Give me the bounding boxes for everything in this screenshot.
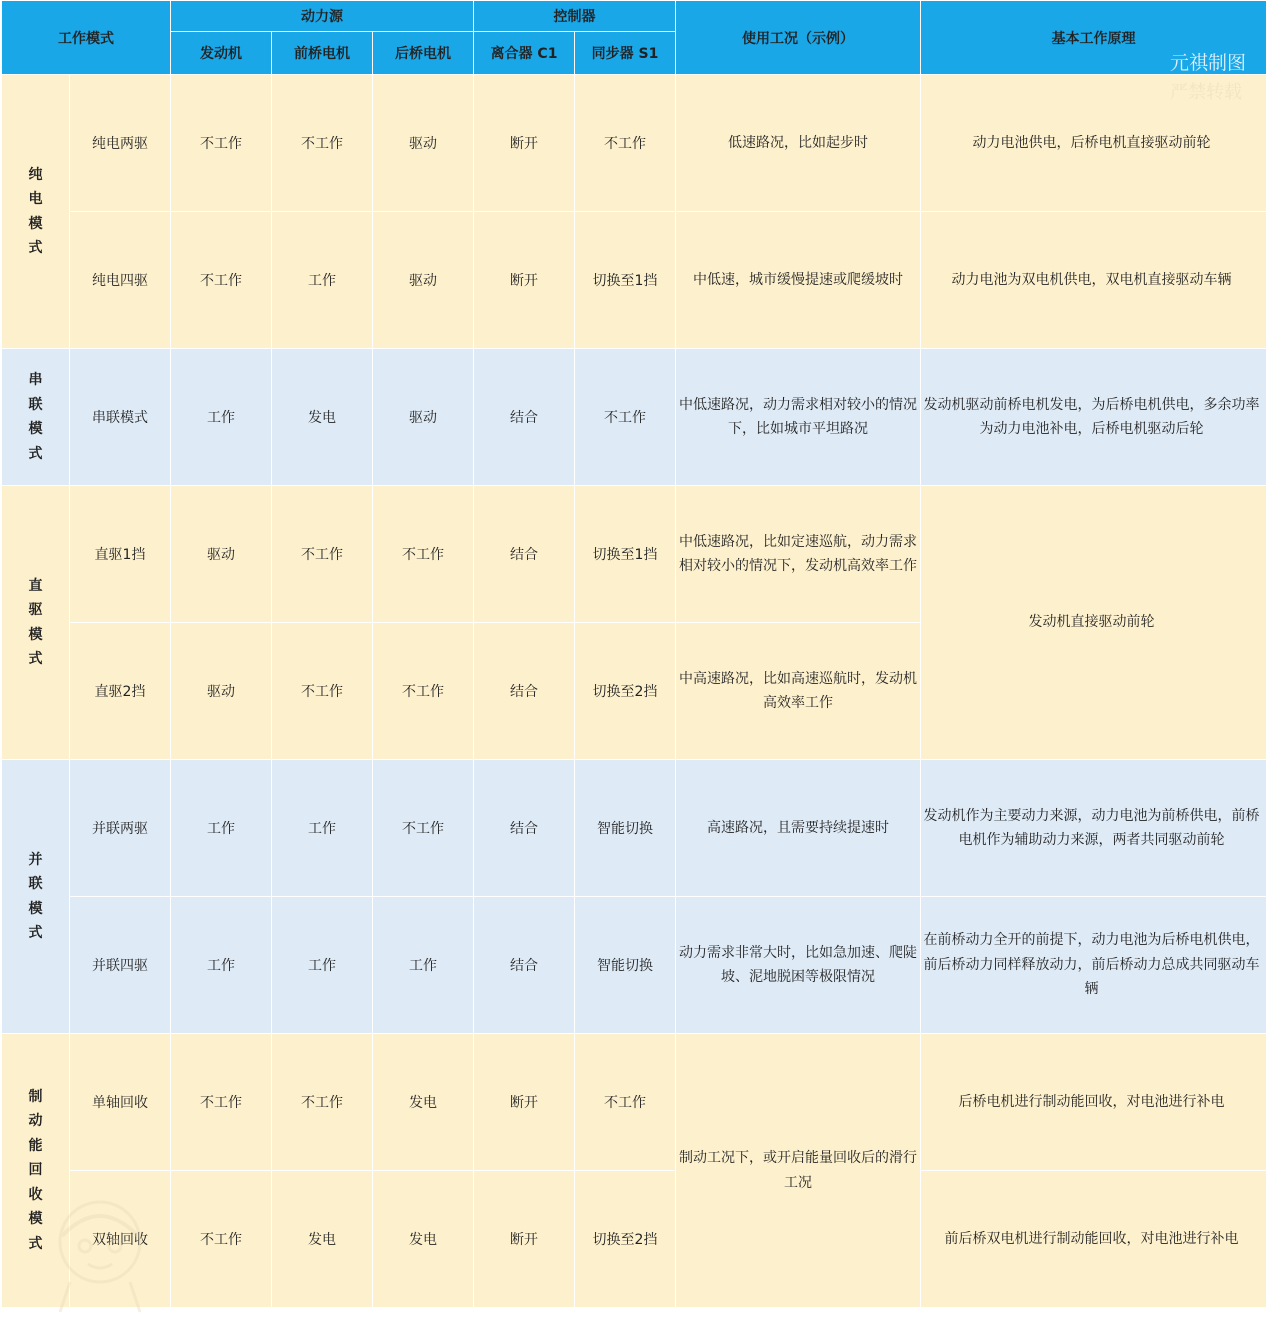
table-row bbox=[2, 212, 1267, 349]
clutch-cell: 断开 bbox=[474, 75, 575, 212]
front-motor-cell: 不工作 bbox=[272, 486, 373, 623]
front-motor-cell: 发电 bbox=[272, 349, 373, 486]
engine-cell: 不工作 bbox=[171, 212, 272, 349]
principle-cell: 动力电池为双电机供电，双电机直接驱动车辆 bbox=[921, 212, 1267, 349]
principle-cell: 动力电池供电，后桥电机直接驱动前轮 bbox=[921, 75, 1267, 212]
watermark-line-2: 严禁转载 bbox=[1170, 82, 1242, 103]
header-synchro: 同步器 S1 bbox=[575, 32, 676, 75]
group-label-parallel: 并 联 模 式 bbox=[2, 760, 70, 1034]
clutch-cell: 结合 bbox=[474, 897, 575, 1034]
principle-cell: 前后桥双电机进行制动能回收，对电池进行补电 bbox=[921, 1171, 1267, 1308]
mode-cell: 直驱2挡 bbox=[70, 623, 171, 760]
mode-cell: 双轴回收 bbox=[70, 1171, 171, 1308]
clutch-cell: 断开 bbox=[474, 1171, 575, 1308]
front-motor-cell: 工作 bbox=[272, 212, 373, 349]
synchro-cell: 切换至1挡 bbox=[575, 486, 676, 623]
front-motor-cell: 工作 bbox=[272, 897, 373, 1034]
principle-cell: 在前桥动力全开的前提下，动力电池为后桥电机供电，前后桥动力同样释放动力，前后桥动力总成共同驱动车辆 bbox=[921, 897, 1267, 1034]
mode-cell: 单轴回收 bbox=[70, 1034, 171, 1171]
group-label-regen-braking: 制 动 能 回 收 模 式 bbox=[2, 1034, 70, 1308]
rear-motor-cell: 发电 bbox=[373, 1034, 474, 1171]
group-label-series: 串 联 模 式 bbox=[2, 349, 70, 486]
usage-cell: 制动工况下，或开启能量回收后的滑行工况 bbox=[676, 1034, 921, 1308]
engine-cell: 不工作 bbox=[171, 75, 272, 212]
header-principle: 基本工作原理 bbox=[921, 1, 1267, 75]
clutch-cell: 结合 bbox=[474, 623, 575, 760]
synchro-cell: 不工作 bbox=[575, 1034, 676, 1171]
header-clutch: 离合器 C1 bbox=[474, 32, 575, 75]
front-motor-cell: 工作 bbox=[272, 760, 373, 897]
table-row bbox=[2, 897, 1267, 1034]
synchro-cell: 切换至2挡 bbox=[575, 1171, 676, 1308]
engine-cell: 驱动 bbox=[171, 623, 272, 760]
mode-cell: 并联四驱 bbox=[70, 897, 171, 1034]
clutch-cell: 结合 bbox=[474, 486, 575, 623]
header-engine: 发动机 bbox=[171, 32, 272, 75]
synchro-cell: 智能切换 bbox=[575, 760, 676, 897]
rear-motor-cell: 驱动 bbox=[373, 212, 474, 349]
header-front-motor: 前桥电机 bbox=[272, 32, 373, 75]
clutch-cell: 断开 bbox=[474, 1034, 575, 1171]
watermark-line-1: 元祺制图 bbox=[1170, 52, 1247, 74]
mode-cell: 并联两驱 bbox=[70, 760, 171, 897]
principle-cell: 发动机驱动前桥电机发电，为后桥电机供电，多余功率为动力电池补电，后桥电机驱动后轮 bbox=[921, 349, 1267, 486]
mode-cell: 纯电四驱 bbox=[70, 212, 171, 349]
group-label-direct-drive: 直 驱 模 式 bbox=[2, 486, 70, 760]
rear-motor-cell: 不工作 bbox=[373, 760, 474, 897]
clutch-cell: 结合 bbox=[474, 349, 575, 486]
engine-cell: 不工作 bbox=[171, 1171, 272, 1308]
header-usage: 使用工况（示例） bbox=[676, 1, 921, 75]
principle-cell: 发动机直接驱动前轮 bbox=[921, 486, 1267, 760]
table-row bbox=[2, 1034, 1267, 1171]
front-motor-cell: 不工作 bbox=[272, 75, 373, 212]
header-work-mode: 工作模式 bbox=[2, 1, 171, 75]
engine-cell: 不工作 bbox=[171, 1034, 272, 1171]
header-rear-motor: 后桥电机 bbox=[373, 32, 474, 75]
synchro-cell: 切换至1挡 bbox=[575, 212, 676, 349]
clutch-cell: 断开 bbox=[474, 212, 575, 349]
usage-cell: 中低速路况，比如定速巡航，动力需求相对较小的情况下，发动机高效率工作 bbox=[676, 486, 921, 623]
table-row bbox=[2, 75, 1267, 212]
usage-cell: 中高速路况，比如高速巡航时，发动机高效率工作 bbox=[676, 623, 921, 760]
mode-cell: 串联模式 bbox=[70, 349, 171, 486]
synchro-cell: 不工作 bbox=[575, 75, 676, 212]
mascot-watermark-icon bbox=[40, 1190, 160, 1315]
group-label-pure-electric: 纯 电 模 式 bbox=[2, 75, 70, 349]
usage-cell: 高速路况，且需要持续提速时 bbox=[676, 760, 921, 897]
header-power-source: 动力源 bbox=[171, 1, 474, 32]
principle-cell: 发动机作为主要动力来源，动力电池为前桥供电，前桥电机作为辅助动力来源，两者共同驱动前轮 bbox=[921, 760, 1267, 897]
usage-cell: 中低速路况，动力需求相对较小的情况下，比如城市平坦路况 bbox=[676, 349, 921, 486]
rear-motor-cell: 发电 bbox=[373, 1171, 474, 1308]
usage-cell: 中低速，城市缓慢提速或爬缓坡时 bbox=[676, 212, 921, 349]
synchro-cell: 不工作 bbox=[575, 349, 676, 486]
engine-cell: 工作 bbox=[171, 349, 272, 486]
rear-motor-cell: 工作 bbox=[373, 897, 474, 1034]
synchro-cell: 切换至2挡 bbox=[575, 623, 676, 760]
clutch-cell: 结合 bbox=[474, 760, 575, 897]
synchro-cell: 智能切换 bbox=[575, 897, 676, 1034]
engine-cell: 工作 bbox=[171, 760, 272, 897]
rear-motor-cell: 驱动 bbox=[373, 349, 474, 486]
table-row bbox=[2, 760, 1267, 897]
rear-motor-cell: 不工作 bbox=[373, 623, 474, 760]
mode-cell: 纯电两驱 bbox=[70, 75, 171, 212]
front-motor-cell: 发电 bbox=[272, 1171, 373, 1308]
usage-cell: 动力需求非常大时，比如急加速、爬陡坡、泥地脱困等极限情况 bbox=[676, 897, 921, 1034]
table-row bbox=[2, 349, 1267, 486]
table-row bbox=[2, 486, 1267, 623]
table-row bbox=[2, 1171, 1267, 1308]
rear-motor-cell: 不工作 bbox=[373, 486, 474, 623]
front-motor-cell: 不工作 bbox=[272, 1034, 373, 1171]
usage-cell: 低速路况，比如起步时 bbox=[676, 75, 921, 212]
engine-cell: 驱动 bbox=[171, 486, 272, 623]
front-motor-cell: 不工作 bbox=[272, 623, 373, 760]
rear-motor-cell: 驱动 bbox=[373, 75, 474, 212]
principle-cell: 后桥电机进行制动能回收，对电池进行补电 bbox=[921, 1034, 1267, 1171]
engine-cell: 工作 bbox=[171, 897, 272, 1034]
work-mode-table bbox=[2, 1, 1267, 1308]
header-controller: 控制器 bbox=[474, 1, 676, 32]
mode-cell: 直驱1挡 bbox=[70, 486, 171, 623]
